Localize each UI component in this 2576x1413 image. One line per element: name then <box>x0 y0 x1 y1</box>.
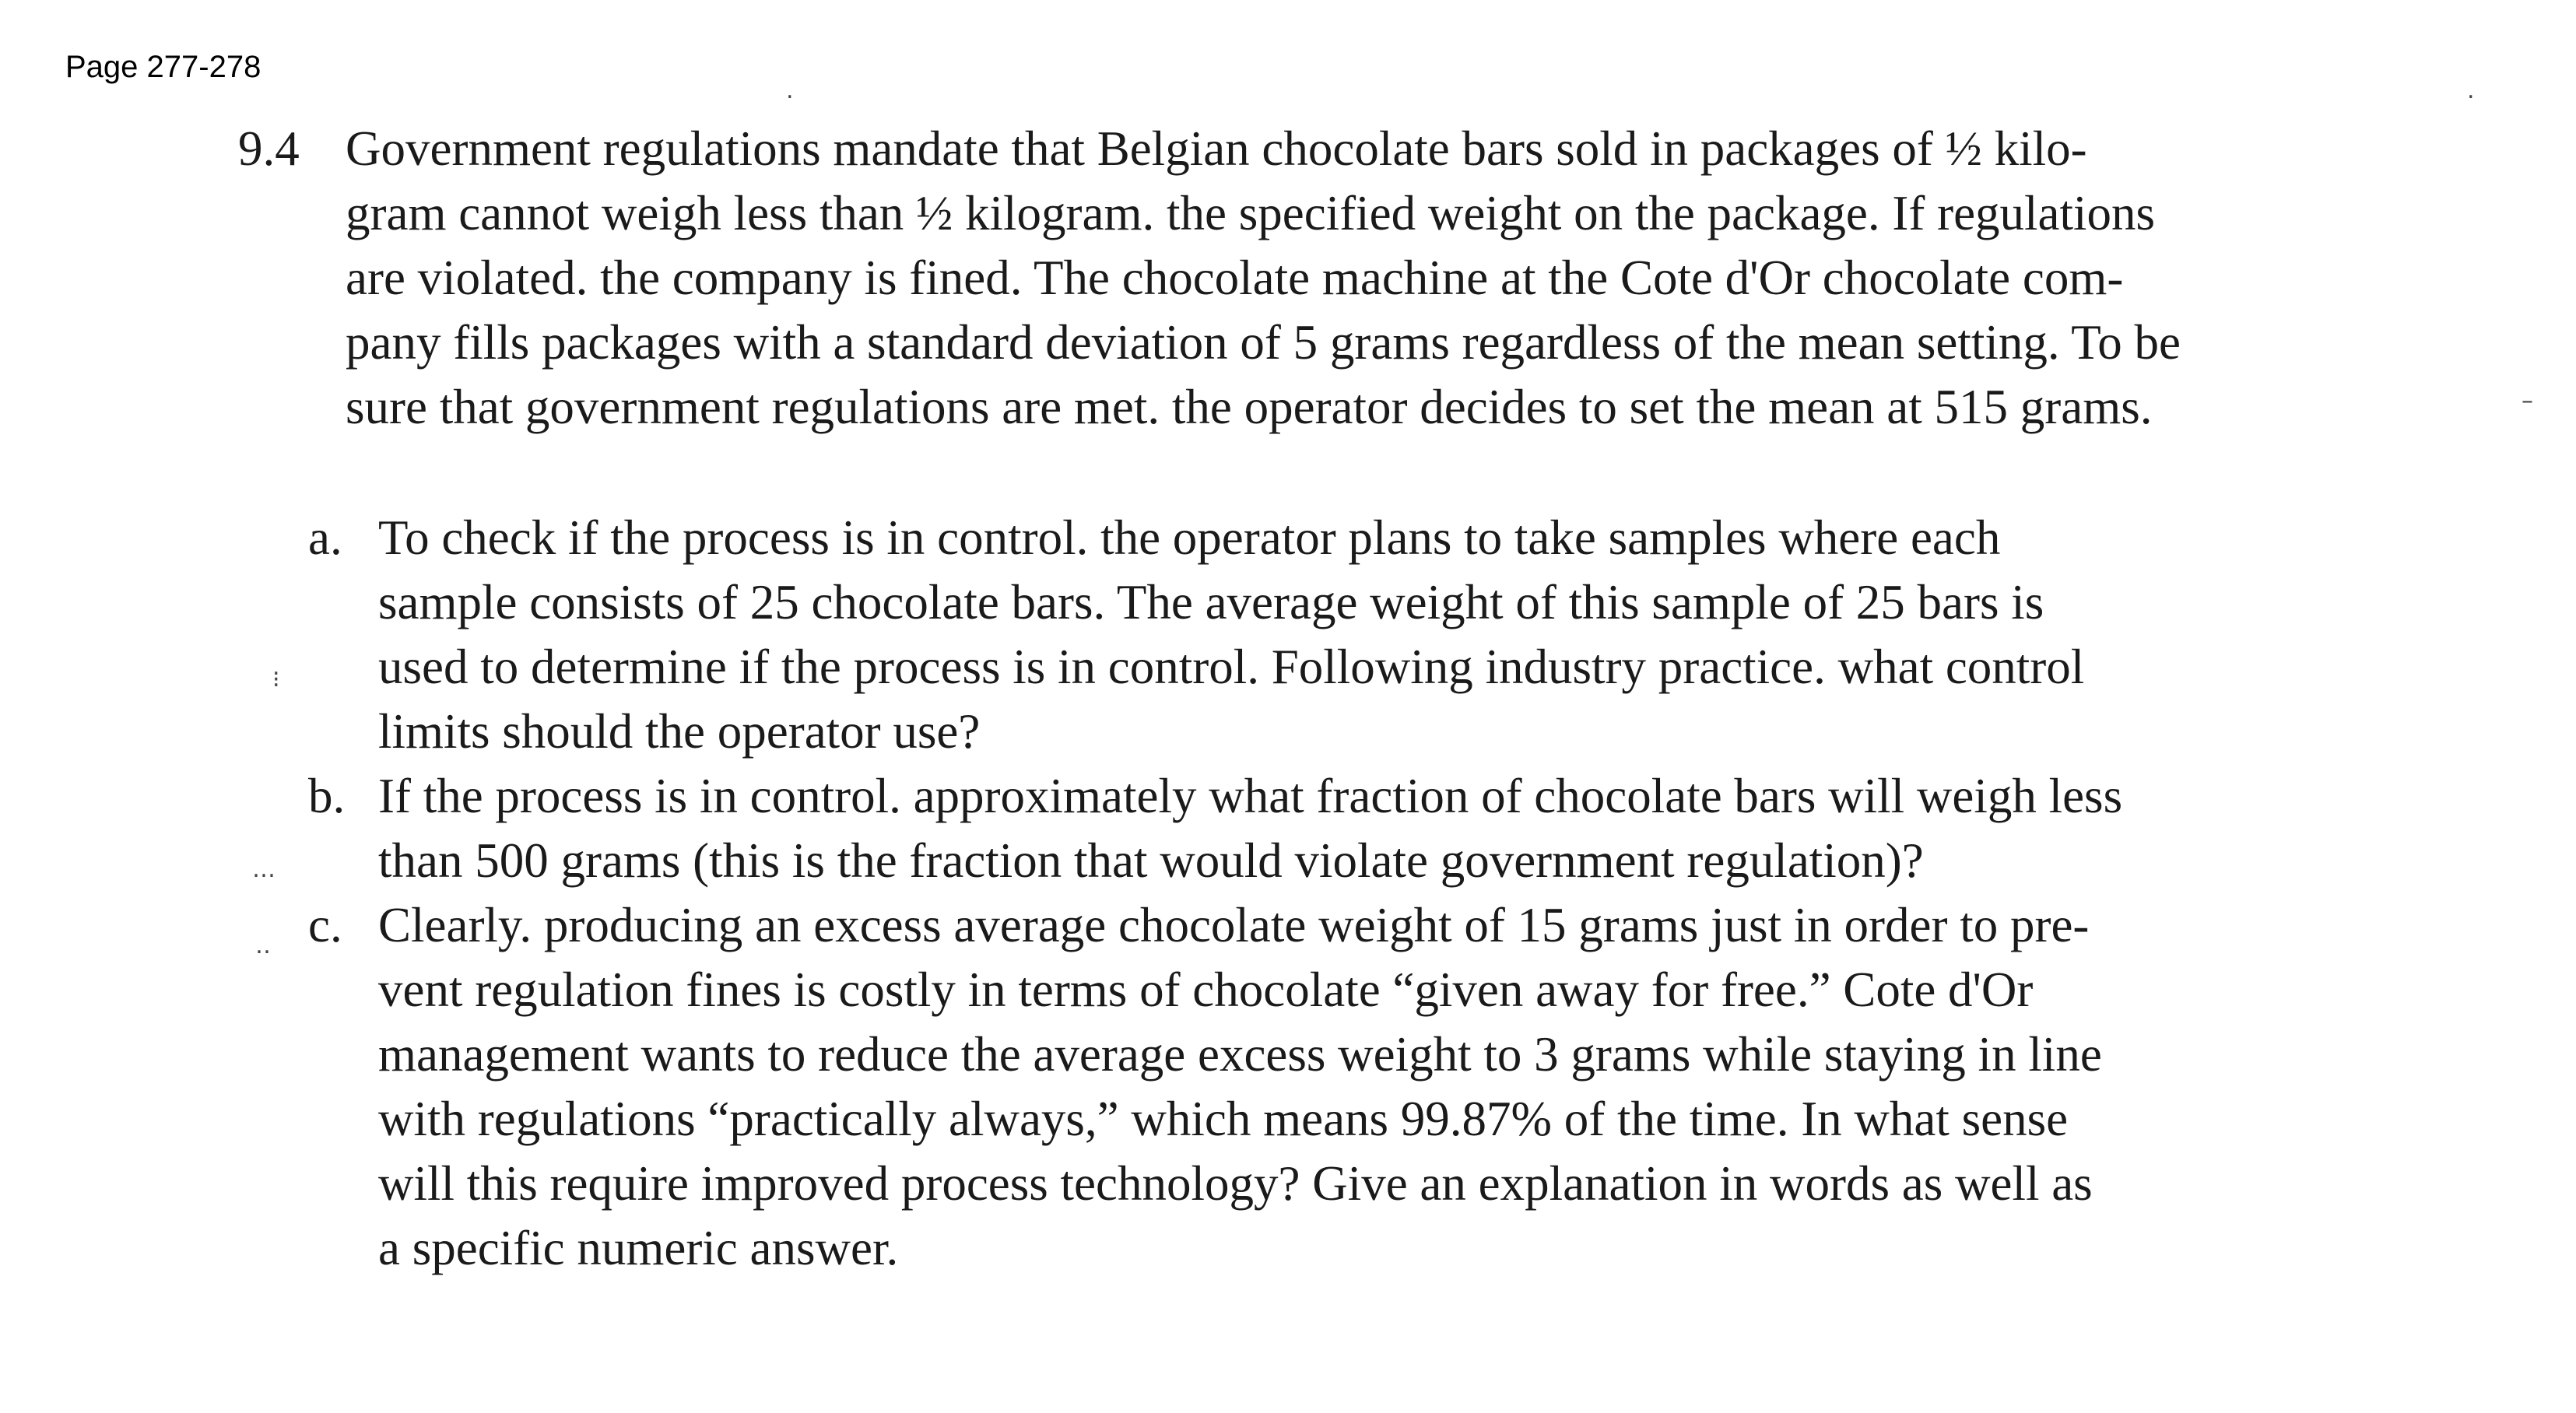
subpart-letter: a. <box>308 510 342 565</box>
subpart-line: limits should the operator use? <box>378 704 981 759</box>
subparts-list <box>308 506 2534 1281</box>
subpart-line: used to determine if the process is in control. Following industry practice. what control <box>378 640 2085 694</box>
subpart-line: a specific numeric answer. <box>378 1221 899 1275</box>
problem-line: pany fills packages with a standard deviation of 5 grams regardless of the mean setting. To be <box>346 315 2181 370</box>
subpart-c <box>308 893 2534 1281</box>
subpart-line: vent regulation fines is costly in terms of chocolate “given away for free.” Cote d'Or <box>378 962 2034 1017</box>
scan-speck: ‥ <box>255 932 272 959</box>
scan-speck: ‧ <box>786 84 794 111</box>
subpart-line: will this require improved process technology? Give an explanation in words as well as <box>378 1156 2093 1211</box>
subpart-line: management wants to reduce the average excess weight to 3 grams while staying in line <box>378 1027 2102 1082</box>
problem-line: Government regulations mandate that Belgian chocolate bars sold in packages of ½ kilo- <box>346 121 2087 176</box>
scan-speck: ‧ <box>2467 84 2475 111</box>
subpart-line: sample consists of 25 chocolate bars. The average weight of this sample of 25 bars is <box>378 575 2044 629</box>
subpart-line: To check if the process is in control. the operator plans to take samples where each <box>378 510 2001 565</box>
subpart-line: with regulations “practically always,” which means 99.87% of the time. In what sense <box>378 1092 2069 1146</box>
scan-speck: – <box>2522 387 2533 415</box>
subpart-line: Clearly. producing an excess average chocolate weight of 15 grams just in order to pre- <box>378 898 2090 952</box>
problem-line: are violated. the company is fined. The chocolate machine at the Cote d'Or chocolate com- <box>346 251 2124 305</box>
scan-speck: … <box>252 856 275 883</box>
scan-speck: ⁝ <box>272 666 280 693</box>
problem-line: gram cannot weigh less than ½ kilogram. the specified weight on the package. If regulations <box>346 186 2156 240</box>
subpart-letter: c. <box>308 898 342 952</box>
problem-line: sure that government regulations are met. the operator decides to set the mean at 515 grams. <box>346 380 2153 434</box>
subpart-letter: b. <box>308 769 346 823</box>
subpart-b <box>308 764 2534 893</box>
subpart-line: than 500 grams (this is the fraction that would violate government regulation)? <box>378 833 1924 888</box>
problem-statement <box>346 117 2181 440</box>
subpart-a <box>308 506 2534 764</box>
page-label: Page 277-278 <box>65 50 261 84</box>
subpart-line: If the process is in control. approximately what fraction of chocolate bars will weigh less <box>378 769 2123 823</box>
problem-number: 9.4 <box>238 121 300 176</box>
